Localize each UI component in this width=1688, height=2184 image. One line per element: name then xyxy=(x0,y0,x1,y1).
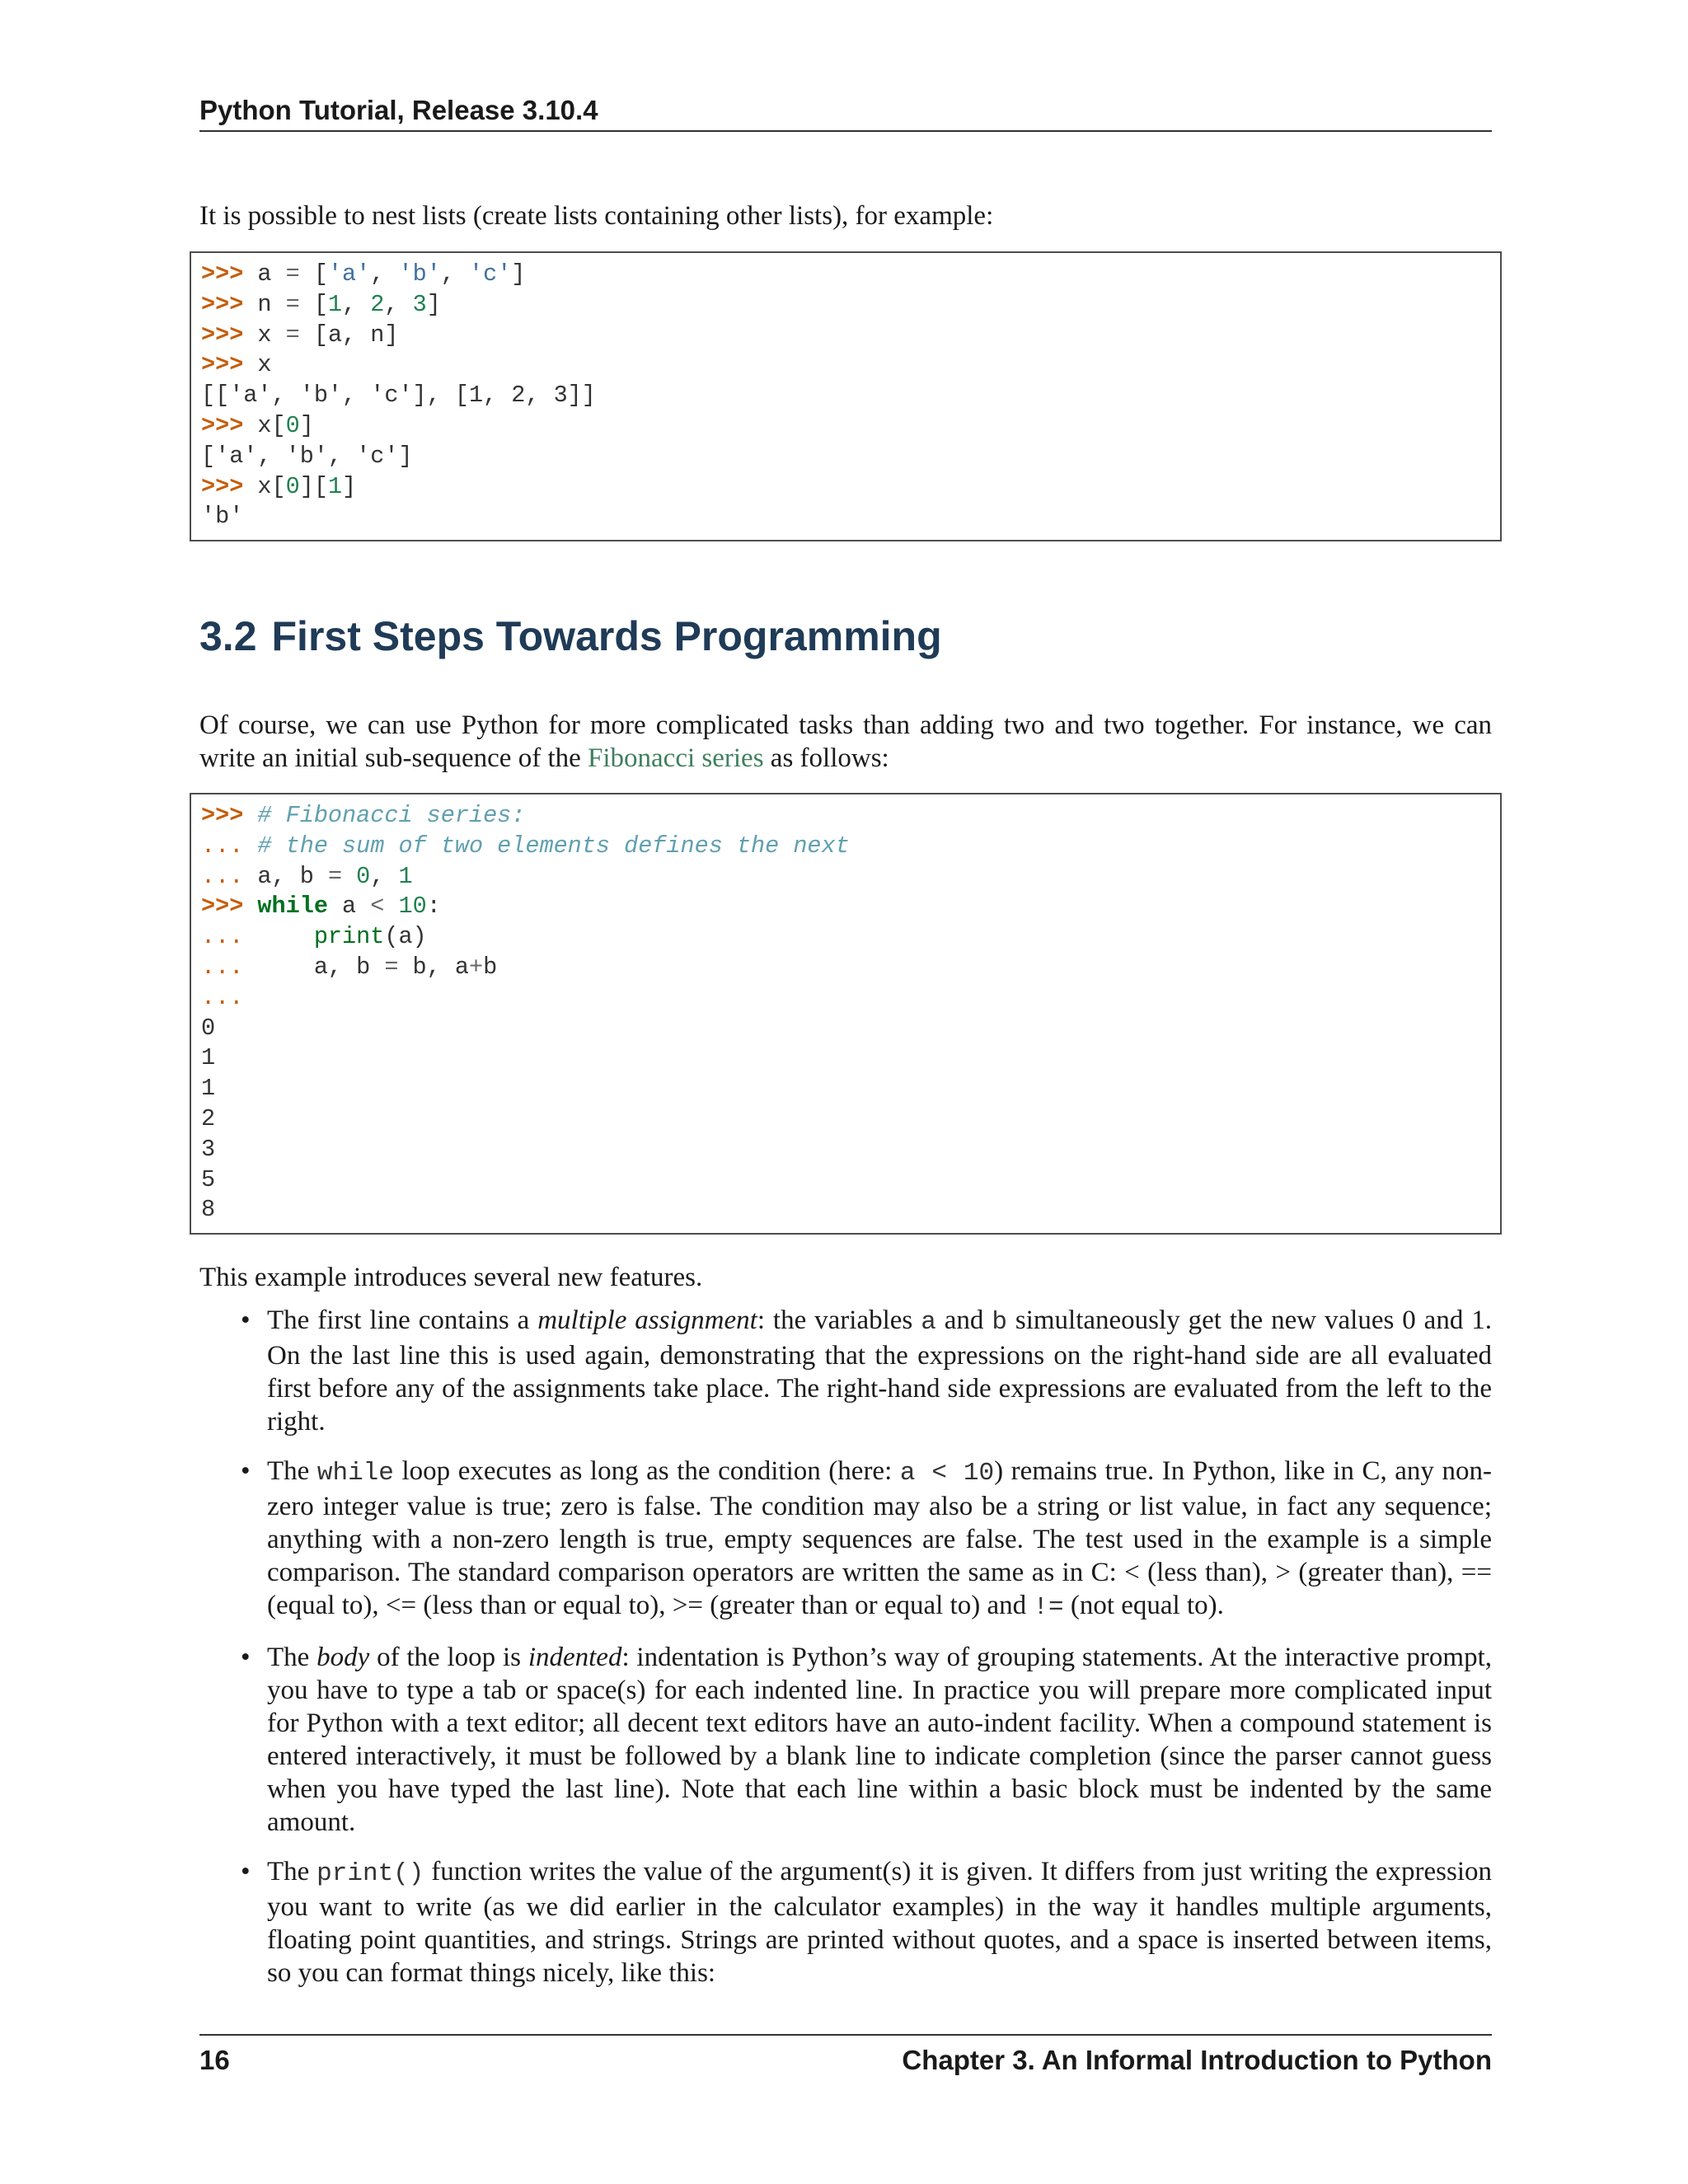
text-run: The xyxy=(267,1643,317,1672)
page-number: 16 xyxy=(199,2045,230,2075)
inline-code: while xyxy=(316,1459,394,1488)
inline-code: print() xyxy=(316,1859,424,1888)
code-line: >>> x xyxy=(201,351,272,379)
code-block-fibonacci[interactable] xyxy=(190,793,1502,1235)
code-line: ... # the sum of two elements defines the next xyxy=(201,832,850,860)
text-run: of the loop is xyxy=(369,1643,528,1672)
fibonacci-intro-paragraph xyxy=(199,709,1492,775)
section-number: 3.2 xyxy=(199,613,257,659)
code-line: 2 xyxy=(201,1104,216,1132)
text-run: The xyxy=(267,1456,317,1486)
text-run: (not equal to). xyxy=(1063,1591,1224,1620)
para2-after: as follows: xyxy=(763,743,889,773)
text-run: loop executes as long as the condition (here: xyxy=(393,1456,900,1486)
emphasis-text: indented xyxy=(528,1643,622,1672)
section-title-text: First Steps Towards Programming xyxy=(271,613,942,659)
text-run: ) remains true. In Python, like in C, any non-zero integer value is true; zero is false. The condition may also be a string or list value, in fact any sequence; anything with a non-zero length is true, empty sequences are false. The test used in the example is a simple comparison. The standard comparison operators are written the same as in C: < (less than), > (greater than), == (equal to), <= (less than or equal to), >= (greater than or equal to) and xyxy=(267,1456,1492,1620)
code-line: >>> x[0] xyxy=(201,411,314,439)
code-line: ... xyxy=(201,983,244,1011)
list-item xyxy=(199,1641,1492,1839)
text-run: and xyxy=(935,1305,992,1335)
inline-code: a < 10 xyxy=(899,1459,995,1488)
emphasis-text: multiple assignment xyxy=(537,1305,757,1335)
code-line: 1 xyxy=(201,1044,216,1072)
code-line: ... a, b = b, a+b xyxy=(201,953,498,981)
para2-before: Of course, we can use Python for more complicated tasks than adding two and two together. For instance, we can write an initial sub-sequence of the xyxy=(199,710,1492,773)
list-item xyxy=(199,1455,1492,1624)
code-line: 1 xyxy=(201,1075,216,1103)
emphasis-text: body xyxy=(316,1643,370,1672)
text-run: simultaneously get the new values 0 and 1. On the last line this is used again, demonstrating that the expressions on the right-hand side are all evaluated first before any of the assignments take place. The right-hand side expressions are evaluated from the left to the right. xyxy=(267,1305,1493,1436)
code-line: >>> a = ['a', 'b', 'c'] xyxy=(201,260,526,288)
code-line: [['a', 'b', 'c'], [1, 2, 3]] xyxy=(201,382,596,410)
header-title: Python Tutorial, Release 3.10.4 xyxy=(199,95,598,125)
chapter-title: Chapter 3. An Informal Introduction to Python xyxy=(902,2045,1492,2075)
bullet-icon: • xyxy=(241,1305,251,1335)
list-item xyxy=(199,1304,1492,1438)
text-run: : the variables xyxy=(757,1305,921,1335)
code-line: ... print(a) xyxy=(201,923,427,951)
code-line: 8 xyxy=(201,1196,216,1224)
running-header xyxy=(199,92,1492,132)
code-line: >>> x = [a, n] xyxy=(201,321,399,349)
list-item xyxy=(199,1855,1492,1990)
text-run: function writes the value of the argument(s) it is given. It differs from just writing the expression you want to write (as we did earlier in the calculator examples) in the way it handles multiple arguments, floating point quantities, and strings. Strings are printed without quotes, and a space is inserted between items, so you can format things nicely, like this: xyxy=(267,1857,1492,1988)
features-list xyxy=(199,1304,1492,2006)
inline-code: b xyxy=(992,1308,1007,1337)
code-block-nested-lists[interactable] xyxy=(190,251,1502,541)
bullet-icon: • xyxy=(241,1456,251,1486)
code-line: >>> while a < 10: xyxy=(201,893,441,921)
code-line: 'b' xyxy=(201,503,244,531)
intro-paragraph: It is possible to nest lists (create lists containing other lists), for example: xyxy=(199,201,994,231)
inline-code: a xyxy=(921,1308,936,1337)
code-line: 3 xyxy=(201,1135,216,1163)
text-run: : indentation is Python’s way of grouping statements. At the interactive prompt, you have to type a tab or space(s) for each indented line. In practice you will prepare more complicated input for Python with a text editor; all decent text editors have an auto-indent facility. When a compound statement is entered interactively, it must be followed by a blank line to indicate completion (since the parser cannot guess when you have typed the last line). Note that each line within a basic block must be indented by the same amount. xyxy=(267,1643,1493,1837)
inline-code: != xyxy=(1033,1593,1064,1622)
code-line: >>> x[0][1] xyxy=(201,472,357,500)
code-line: ... a, b = 0, 1 xyxy=(201,862,413,890)
bullet-icon: • xyxy=(241,1857,251,1886)
bullet-icon: • xyxy=(241,1643,251,1672)
section-heading xyxy=(199,612,1492,661)
code-line: ['a', 'b', 'c'] xyxy=(201,442,413,470)
text-run: The xyxy=(267,1857,317,1886)
code-line: 0 xyxy=(201,1014,216,1042)
code-line: 5 xyxy=(201,1165,216,1193)
text-run: The first line contains a xyxy=(267,1305,538,1335)
code-line: >>> # Fibonacci series: xyxy=(201,802,526,829)
code-line: >>> n = [1, 2, 3] xyxy=(201,290,441,318)
features-intro-paragraph: This example introduces several new features. xyxy=(199,1263,703,1292)
running-footer xyxy=(199,2034,1492,2079)
fibonacci-series-link[interactable]: Fibonacci series xyxy=(588,743,764,773)
